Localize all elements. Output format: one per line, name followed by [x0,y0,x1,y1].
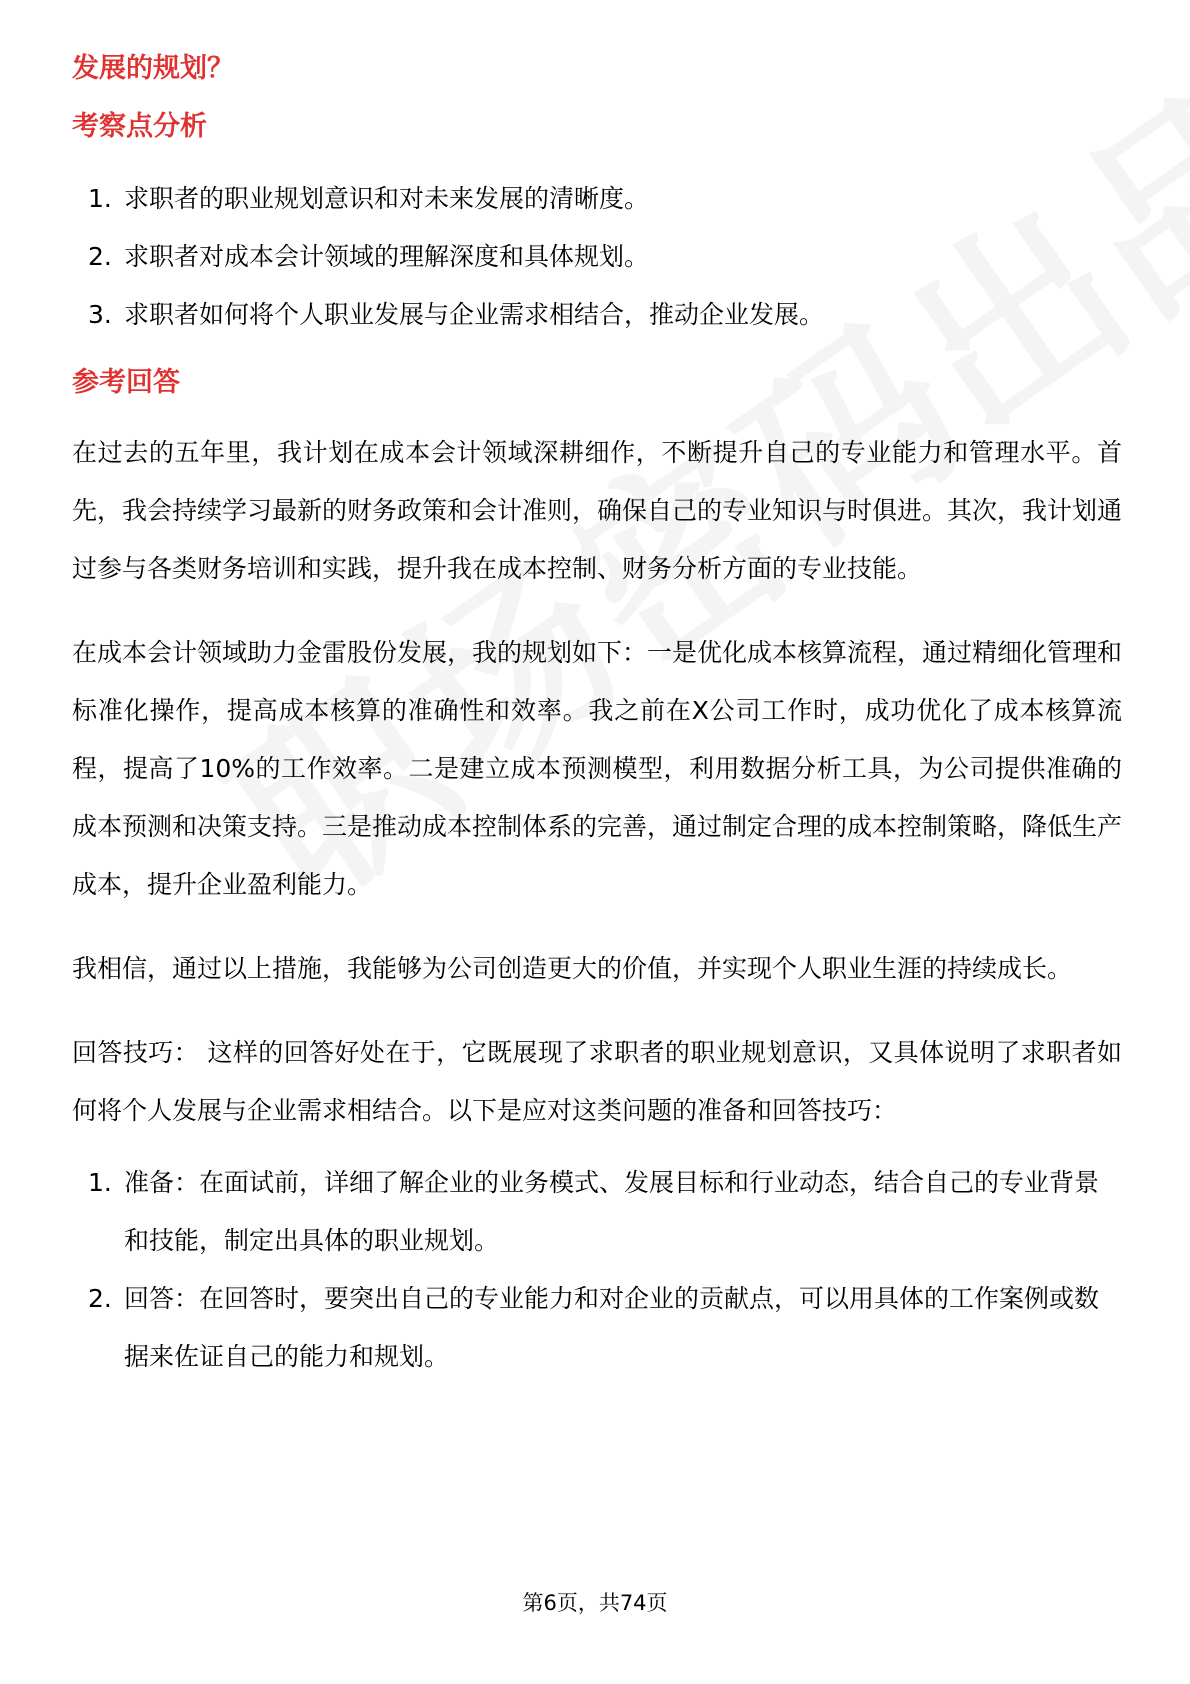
list-number: 3. [88,300,112,329]
list-item [72,286,1122,344]
list-number: 2. [88,242,112,271]
page-content [72,40,1122,1386]
list-item-text: 回答：在回答时，要突出自己的专业能力和对企业的贡献点，可以用具体的工作案例或数据来佐证自己的能力和规划。 [124,1284,1100,1371]
list-item [72,228,1122,286]
answer-paragraph: 在过去的五年里，我计划在成本会计领域深耕细作，不断提升自己的专业能力和管理水平。首先，我会持续学习最新的财务政策和会计准则，确保自己的专业知识与时俱进。其次，我计划通过参与各类财务培训和实践，提升我在成本控制、财务分析方面的专业技能。 [72,438,1123,583]
list-item [72,1154,1122,1270]
list-item-text: 求职者的职业规划意识和对未来发展的清晰度。 [124,184,650,213]
analysis-list [72,170,1122,344]
list-number: 1. [88,184,112,213]
answer-paragraph: 我相信，通过以上措施，我能够为公司创造更大的价值，并实现个人职业生涯的持续成长。 [72,954,1073,983]
answer-paragraph: 在成本会计领域助力金雷股份发展，我的规划如下：一是优化成本核算流程，通过精细化管理和标准化操作，提高成本核算的准确性和效率。我之前在X公司工作时，成功优化了成本核算流程，提高了10%的工作效率。二是建立成本预测模型，利用数据分析工具，为公司提供准确的成本预测和决策支持。三是推动成本控制体系的完善，通过制定合理的成本控制策略，降低生产成本，提升企业盈利能力。 [72,638,1123,899]
page-number: 第6页，共74页 [522,1591,668,1615]
answer-tips-intro: 回答技巧： 这样的回答好处在于，它既展现了求职者的职业规划意识，又具体说明了求职者如何将个人发展与企业需求相结合。以下是应对这类问题的准备和回答技巧： [72,1038,1122,1125]
list-item-text: 准备：在面试前，详细了解企业的业务模式、发展目标和行业动态，结合自己的专业背景和技能，制定出具体的职业规划。 [124,1168,1100,1255]
list-item-text: 求职者如何将个人职业发展与企业需求相结合，推动企业发展。 [124,300,825,329]
list-item-text: 求职者对成本会计领域的理解深度和具体规划。 [124,242,650,271]
answer-heading: 参考回答 [72,367,180,398]
list-item [72,1270,1122,1386]
list-number: 2. [88,1284,112,1313]
analysis-heading: 考察点分析 [72,111,207,142]
list-number: 1. [88,1168,112,1197]
tips-list [72,1154,1122,1386]
question-tail-heading: 发展的规划？ [72,53,234,84]
list-item [72,170,1122,228]
